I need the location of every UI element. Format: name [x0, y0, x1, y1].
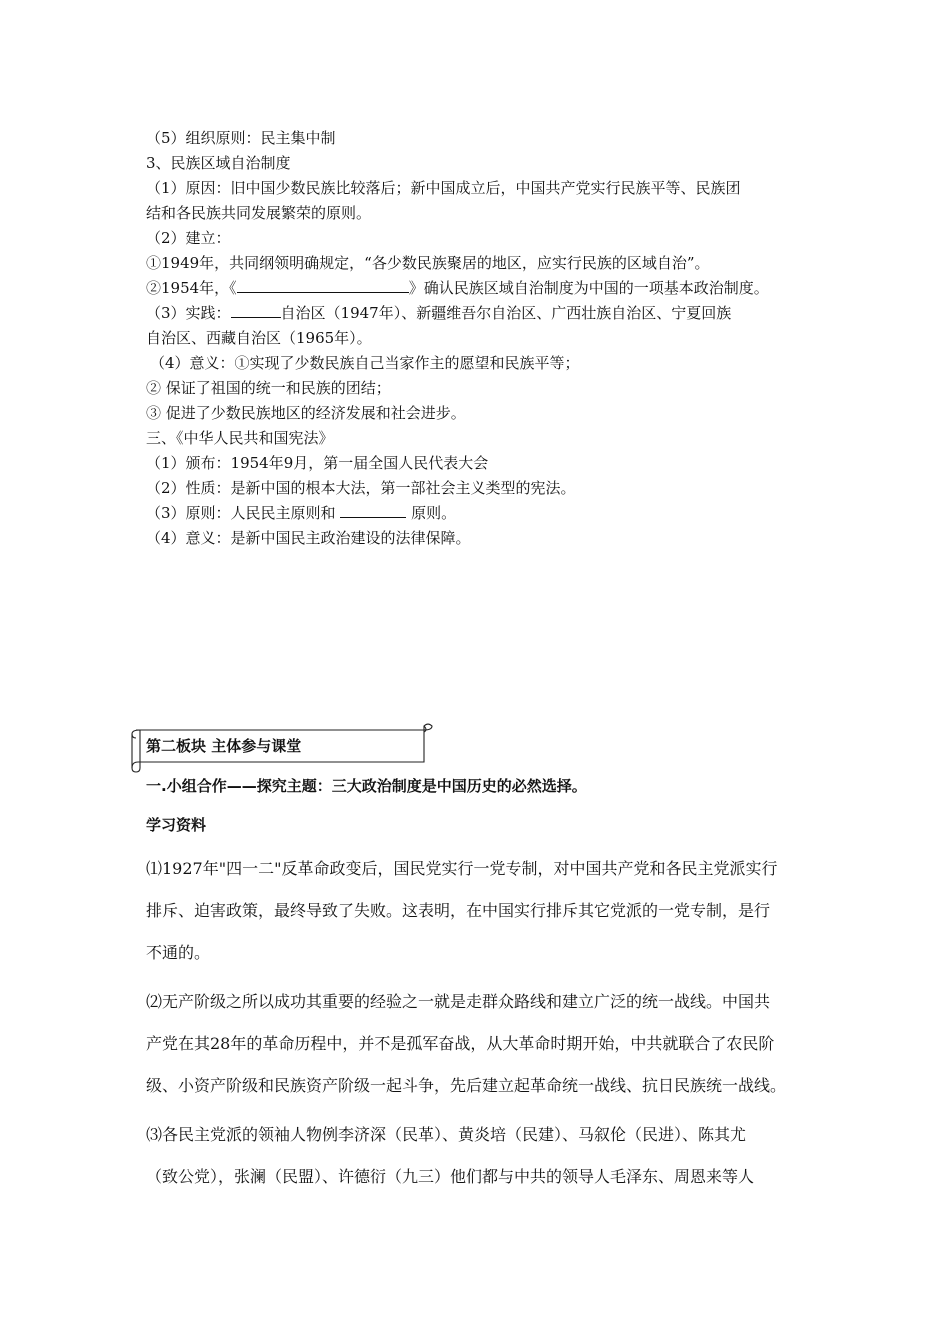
text-line: （2）性质：是新中国的根本大法，第一部社会主义类型的宪法。	[146, 479, 576, 497]
material-heading: 学习资料	[146, 816, 207, 834]
banner-title: 第二板块 主体参与课堂	[146, 737, 302, 755]
fill-in-blank[interactable]	[231, 303, 281, 318]
paragraph-line: 产党在其28年的革命历程中，并不是孤军奋战，从大革命时期开始，中共就联合了农民阶	[146, 1034, 775, 1053]
text-fragment: （3）原则：人民民主原则和	[146, 504, 341, 522]
text-line: （4）意义：①实现了少数民族自己当家作主的愿望和民族平等；	[150, 354, 580, 372]
fill-in-blank[interactable]	[237, 278, 409, 293]
text-fragment: ②1954年，《	[146, 279, 237, 297]
text-line: （1）颁布：1954年9月，第一届全国人民代表大会	[146, 454, 489, 472]
section-heading: 3、民族区域自治制度	[146, 154, 291, 172]
text-line: ③ 促进了少数民族地区的经济发展和社会进步。	[146, 404, 466, 422]
paragraph-line: 级、小资产阶级和民族资产阶级一起斗争，先后建立起革命统一战线、抗日民族统一战线。	[146, 1076, 787, 1095]
paragraph-line: 不通的。	[146, 943, 211, 962]
text-fragment: （3）实践：	[146, 304, 231, 322]
paragraph-line: 排斥、迫害政策，最终导致了失败。这表明，在中国实行排斥其它党派的一党专制，是行	[146, 901, 771, 920]
text-line: ①1949年，共同纲领明确规定，“各少数民族聚居的地区，应实行民族的区域自治”。	[146, 254, 710, 272]
paragraph-line: ⑵无产阶级之所以成功其重要的经验之一就是走群众路线和建立广泛的统一战线。中国共	[146, 992, 771, 1011]
text-line: （2）建立：	[146, 229, 231, 247]
text-line: （5）组织原则：民主集中制	[146, 129, 336, 147]
text-line: 结和各民族共同发展繁荣的原则。	[146, 204, 372, 222]
text-fragment: 》确认民族区域自治制度为中国的一项基本政治制度。	[408, 279, 769, 297]
paragraph-line: ⑴1927年"四一二"反革命政变后，国民党实行一党专制，对中国共产党和各民主党派实行	[146, 859, 778, 878]
text-fragment: 原则。	[406, 504, 457, 522]
section-heading: 三、《中华人民共和国宪法》	[146, 429, 334, 447]
text-line: （4）意义：是新中国民主政治建设的法律保障。	[146, 529, 471, 547]
fill-in-blank[interactable]	[340, 503, 406, 518]
paragraph-line: ⑶各民主党派的领袖人物例李济深（民革）、黄炎培（民建）、马叙伦（民进）、陈其尤	[146, 1125, 747, 1144]
text-line: （1）原因：旧中国少数民族比较落后；新中国成立后，中国共产党实行民族平等、民族团	[146, 179, 741, 197]
paragraph-line: （致公党），张澜（民盟）、许德衍（九三）他们都与中共的领导人毛泽东、周恩来等人	[146, 1167, 755, 1186]
text-line-with-blank	[146, 278, 769, 298]
text-line: 自治区、西藏自治区（1965年）。	[146, 329, 372, 347]
text-line: ② 保证了祖国的统一和民族的团结；	[146, 379, 391, 397]
text-fragment: 自治区（1947年）、新疆维吾尔自治区、广西壮族自治区、宁夏回族	[280, 304, 732, 322]
text-line-with-blank	[146, 303, 731, 323]
exercise-heading: 一.小组合作——探究主题：三大政治制度是中国历史的必然选择。	[146, 777, 587, 795]
text-line-with-blank	[146, 503, 456, 523]
